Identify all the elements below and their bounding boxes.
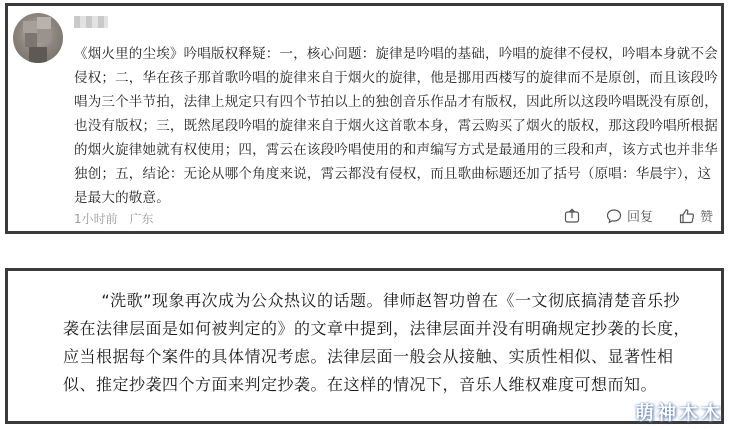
share-icon <box>564 208 580 224</box>
comment-actions <box>538 206 713 225</box>
comment-time: 1小时前 <box>74 212 118 226</box>
article-paragraph: “洗歌”现象再次成为公众热议的话题。律师赵智功曾在《一文彻底搞清楚音乐抄袭在法律层面是如何被判定的》的文章中提到，法律层面并没有明确规定抄袭的长度，应当根据每个案件的具体情况考虑。法律层面一般会从接触、实质性相似、显著性相似、推定抄袭四个方面来判定抄袭。在这样的情况下，音乐人维权难度可想而知。 <box>63 291 691 394</box>
comment-location: 广东 <box>129 212 154 226</box>
article-excerpt-card <box>5 268 724 424</box>
comment-text: 《烟火里的尘埃》吟唱版权释疑：一，核心问题：旋律是吟唱的基础，吟唱的旋律不侵权，吟唱本身就不会侵权；二，华在孩子那首歌吟唱的旋律来自于烟火的旋律，他是挪用西楼写的旋律而不是原创，而且该段吟唱为三个半节拍，法律上规定只有四个节拍以上的独创音乐作品才有版权，因此所以这段吟唱既没有原创，也没有版权；三，既然尾段吟唱的旋律来自于烟火这首歌本身，霄云购买了烟火的版权，那这段吟唱所根据的烟火旋律她就有权使用；四，霄云在该段吟唱使用的和声编写方式是最通用的三段和声，该方式也并非华独创；五，结论：无论从哪个角度来说，霄云都没有侵权，而且歌曲标题还加了括号（原唱：华晨宇），这是最大的敬意。 <box>74 46 718 206</box>
reply-label: 回复 <box>626 210 653 225</box>
username-redacted[interactable] <box>74 16 108 28</box>
avatar[interactable] <box>13 13 63 63</box>
reply-button[interactable] <box>606 206 653 225</box>
share-button[interactable] <box>564 208 580 224</box>
like-button[interactable] <box>679 206 713 225</box>
comment-meta <box>74 210 153 227</box>
comment-bubble-icon <box>606 208 622 224</box>
like-label: 赞 <box>699 210 713 225</box>
watermark: 萌神木木 <box>634 402 723 424</box>
comment-card <box>5 3 724 234</box>
thumbs-up-icon <box>679 208 695 224</box>
